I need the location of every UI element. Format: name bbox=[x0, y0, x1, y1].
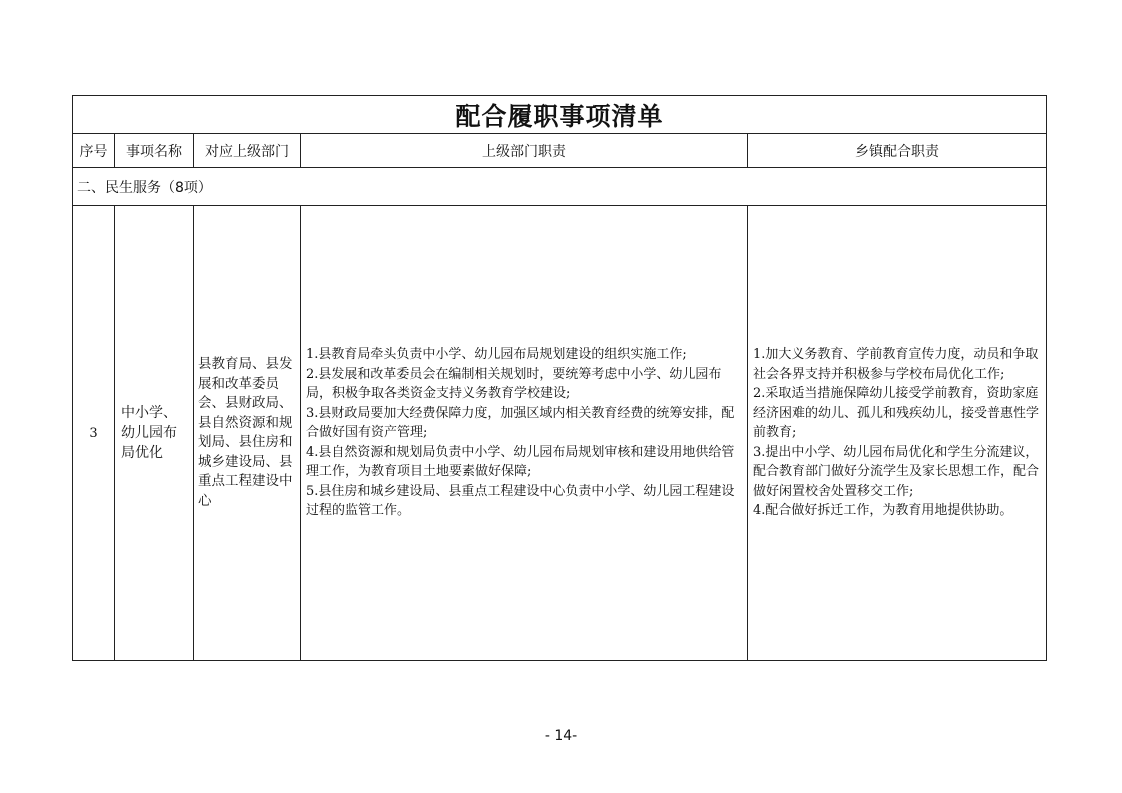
header-department: 对应上级部门 bbox=[194, 134, 301, 167]
duty-item: 3.县财政局要加大经费保障力度，加强区域内相关教育经费的统筹安排，配合做好国有资产管理; bbox=[306, 405, 735, 441]
duty-table bbox=[72, 95, 1047, 661]
row-department-text: 县教育局、县发展和改革委员会、县财政局、县自然资源和规划局、县住房和城乡建设局、县重点工程建设中心 bbox=[198, 356, 293, 509]
town-duty-item: 2.采取适当措施保障幼儿接受学前教育，资助家庭经济困难的幼儿、孤儿和残疾幼儿，接受普惠性学前教育; bbox=[753, 386, 1040, 441]
table-header-row bbox=[73, 134, 1046, 168]
duty-item: 1.县教育局牵头负责中小学、幼儿园布局规划建设的组织实施工作; bbox=[306, 347, 687, 363]
table-title: 配合履职事项清单 bbox=[455, 101, 664, 131]
row-department-duties bbox=[301, 206, 748, 660]
header-town-duties: 乡镇配合职责 bbox=[855, 143, 939, 160]
row-town-duties bbox=[748, 206, 1046, 660]
row-item-name bbox=[115, 206, 194, 660]
row-item-name-text: 中小学、幼儿园布局优化 bbox=[121, 405, 177, 461]
duty-item: 4.县自然资源和规划局负责中小学、幼儿园布局规划审核和建设用地供给管理工作，为教育项目土地要素做好保障; bbox=[306, 444, 735, 480]
page-number: - 14- bbox=[544, 728, 578, 744]
town-duty-item: 1.加大义务教育、学前教育宣传力度，动员和争取社会各界支持并积极参与学校布局优化工作; bbox=[753, 347, 1039, 382]
row-department bbox=[194, 206, 301, 660]
town-duty-item: 4.配合做好拆迁工作，为教育用地提供协助。 bbox=[753, 503, 1013, 519]
table-row bbox=[73, 206, 1046, 660]
header-seq: 序号 bbox=[73, 134, 115, 167]
header-item-name: 事项名称 bbox=[115, 134, 194, 167]
duty-item: 2.县发展和改革委员会在编制相关规划时，要统筹考虑中小学、幼儿园布局，积极争取各类资金支持义务教育学校建设; bbox=[306, 366, 722, 402]
section-heading: 二、民生服务（8项） bbox=[73, 168, 1046, 206]
town-duty-item: 3.提出中小学、幼儿园布局优化和学生分流建议，配合教育部门做好分流学生及家长思想工作，配合做好闲置校舍处置移交工作; bbox=[753, 444, 1040, 499]
row-seq: 3 bbox=[73, 206, 115, 660]
table-title-row bbox=[73, 96, 1046, 134]
duty-item: 5.县住房和城乡建设局、县重点工程建设中心负责中小学、幼儿园工程建设过程的监管工作。 bbox=[306, 483, 735, 519]
header-department-duties: 上级部门职责 bbox=[301, 134, 748, 167]
